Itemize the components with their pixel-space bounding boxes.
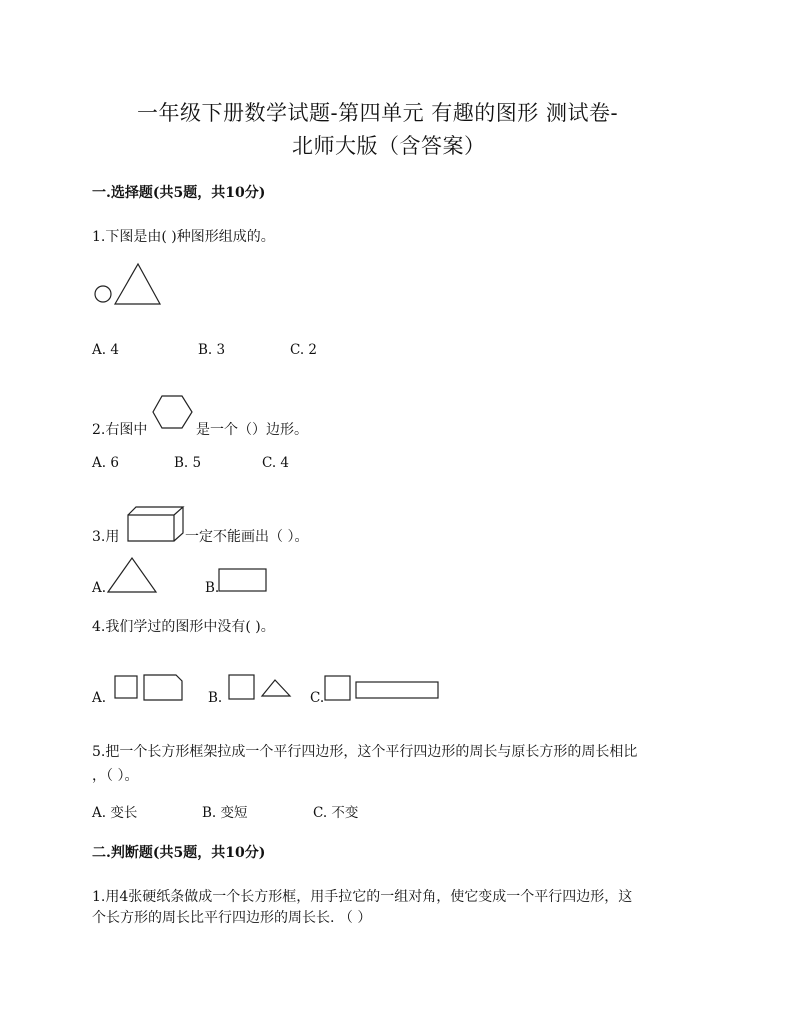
q4-option-a-shapes — [112, 672, 184, 702]
question-2-suffix: 是一个（）边形。 — [196, 422, 308, 438]
q5-option-c[interactable]: C. 不变 — [313, 805, 359, 821]
section-heading-judgement: 二.判断题(共5题，共10分) — [92, 845, 266, 861]
question-5-line1: 5.把一个长方形框架拉成一个平行四边形，这个平行四边形的周长与原长方形的周长相比 — [92, 744, 638, 760]
square-shape — [115, 676, 137, 698]
q3-option-a-triangle — [106, 556, 158, 594]
q1-option-c[interactable]: C. 2 — [290, 342, 318, 358]
hexagon-shape — [153, 396, 192, 428]
judgement-1-line1: 1.用4张硬纸条做成一个长方形框，用手拉它的一组对角，使它变成一个平行四边形，这 — [92, 889, 633, 905]
q4-option-c-shapes — [322, 672, 444, 702]
q2-option-c[interactable]: C. 4 — [262, 455, 290, 471]
page-title-line2: 北师大版（含答案） — [292, 134, 486, 158]
cut-rectangle-shape — [144, 675, 182, 700]
cuboid-figure — [126, 505, 186, 545]
q3-option-a[interactable]: A. — [92, 580, 107, 596]
question-3-suffix: 一定不能画出（ ）。 — [185, 529, 309, 545]
question-5-line2: ，（ ）。 — [92, 768, 139, 784]
question-3-prefix: 3.用 — [92, 529, 120, 545]
q3-option-b[interactable]: B. — [205, 580, 220, 596]
question-4-text: 4.我们学过的图形中没有( )。 — [92, 619, 275, 635]
q4-option-a[interactable]: A. — [92, 690, 107, 706]
section-heading-choice: 一.选择题(共5题，共10分) — [92, 185, 266, 201]
q1-option-a[interactable]: A. 4 — [92, 342, 119, 358]
q3-option-b-rectangle — [218, 568, 268, 594]
question-1-text: 1.下图是由( )种图形组成的。 — [92, 229, 275, 245]
circle-shape — [95, 286, 111, 302]
square-shape — [229, 675, 254, 699]
triangle-shape — [108, 558, 156, 592]
q4-option-b-shapes — [226, 672, 296, 702]
page-title-line1: 一年级下册数学试题-第四单元 有趣的图形 测试卷- — [137, 101, 619, 125]
cuboid-shape — [128, 507, 183, 541]
q5-option-a[interactable]: A. 变长 — [92, 805, 138, 821]
q1-figure — [90, 262, 170, 310]
square-shape — [325, 676, 350, 700]
q4-option-c[interactable]: C. — [310, 690, 325, 706]
judgement-1-line2: 个长方形的周长比平行四边形的周长长. （ ） — [92, 910, 372, 926]
q2-option-b[interactable]: B. 5 — [174, 455, 202, 471]
rectangle-shape — [219, 569, 266, 591]
q5-option-b[interactable]: B. 变短 — [202, 805, 248, 821]
question-2-prefix: 2.右图中 — [92, 422, 148, 438]
q1-option-b[interactable]: B. 3 — [198, 342, 226, 358]
long-rectangle-shape — [356, 682, 438, 698]
q2-option-a[interactable]: A. 6 — [92, 455, 119, 471]
hexagon-figure — [152, 394, 194, 430]
triangle-shape — [262, 680, 290, 696]
q4-option-b[interactable]: B. — [208, 690, 223, 706]
triangle-shape — [115, 264, 160, 304]
